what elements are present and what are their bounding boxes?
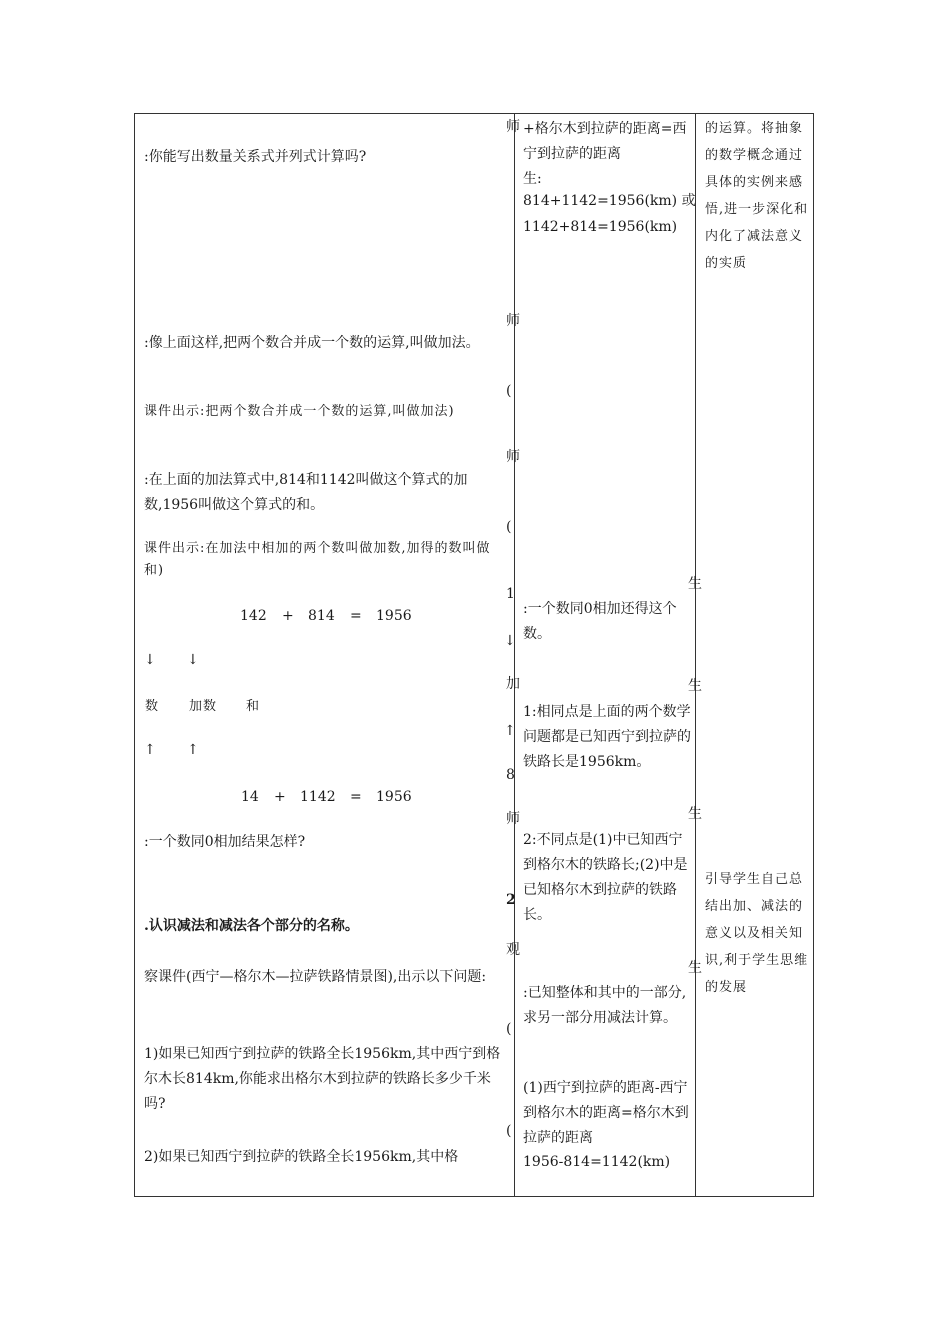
answer-difference: 2:不同点是(1)中已知西宁到格尔木的铁路长;(2)中是已知格尔木到拉萨的铁路长。 bbox=[523, 832, 688, 923]
question-2: 2)如果已知西宁到拉萨的铁路全长1956km,其中格 bbox=[144, 1149, 459, 1165]
column-divider bbox=[695, 113, 696, 1197]
equation-term: 1956 bbox=[376, 608, 412, 624]
equation-operator: = bbox=[350, 608, 362, 624]
margin-student: 生 bbox=[688, 806, 702, 822]
observe-courseware: 察课件(西宁—格尔木—拉萨铁路情景图),出示以下问题: bbox=[144, 969, 487, 985]
courseware-addition: 课件出示:把两个数合并成一个数的运算,叫做加法) bbox=[144, 404, 455, 419]
margin-paren: ( bbox=[506, 519, 512, 535]
equation-operator: = bbox=[350, 789, 362, 805]
equation-operator: + bbox=[274, 789, 286, 805]
margin-teacher: 师 bbox=[506, 811, 520, 827]
margin-add: 加 bbox=[506, 676, 520, 692]
equation-term: 814 bbox=[308, 608, 335, 624]
student-label: 生: bbox=[523, 171, 542, 187]
calc-addition-1: 814+1142=1956(km) 或 bbox=[523, 193, 696, 209]
margin-eight: 8 bbox=[506, 767, 515, 783]
margin-student: 生 bbox=[688, 960, 702, 976]
margin-paren: ( bbox=[506, 1021, 512, 1037]
margin-teacher: 师 bbox=[506, 119, 520, 135]
relation-addition: +格尔木到拉萨的距离=西宁到拉萨的距离 bbox=[523, 121, 687, 162]
column-divider bbox=[514, 113, 515, 1197]
courseware-addend-names: 课件出示:在加法中相加的两个数叫做加数,加得的数叫做和) bbox=[144, 541, 491, 578]
subtraction-calc: 1956-814=1142(km) bbox=[523, 1154, 671, 1170]
answer-similarity: 1:相同点是上面的两个数学问题都是已知西宁到拉萨的铁路长是1956km。 bbox=[523, 704, 691, 770]
design-note-2: 引导学生自己总结出加、减法的意义以及相关知识,利于学生思维的发展 bbox=[705, 872, 809, 995]
section-heading-subtraction: .认识减法和减法各个部分的名称。 bbox=[144, 918, 359, 934]
addend-sum-explanation: :在上面的加法算式中,814和1142叫做这个算式的加数,1956叫做这个算式的和。 bbox=[144, 472, 468, 513]
question-add-zero: :一个数同0相加结果怎样? bbox=[144, 834, 306, 850]
arrow-up-icon: ↑ bbox=[144, 742, 156, 758]
subtraction-relation: (1)西宁到拉萨的距离-西宁到格尔木的距离=格尔木到拉萨的距离 bbox=[523, 1080, 689, 1146]
arrow-down-icon: ↓ bbox=[187, 652, 199, 668]
arrow-down-icon: ↓ bbox=[144, 652, 156, 668]
arrow-up-icon: ↑ bbox=[187, 742, 199, 758]
answer-add-zero: :一个数同0相加还得这个数。 bbox=[523, 601, 677, 642]
margin-observe: 观 bbox=[506, 942, 520, 958]
arrow-down-icon: ↓ bbox=[504, 633, 516, 649]
teacher-question-write: :你能写出数量关系式并列式计算吗? bbox=[144, 149, 367, 165]
margin-two: 2 bbox=[506, 892, 516, 908]
margin-student: 生 bbox=[688, 678, 702, 694]
margin-teacher: 师 bbox=[506, 449, 520, 465]
addition-definition: :像上面这样,把两个数合并成一个数的运算,叫做加法。 bbox=[144, 335, 480, 351]
calc-addition-2: 1142+814=1956(km) bbox=[523, 219, 678, 235]
margin-one: 1 bbox=[506, 586, 515, 602]
equation-term: 1142 bbox=[300, 789, 336, 805]
design-note-1: 的运算。将抽象的数学概念通过具体的实例来感悟,进一步深化和内化了减法意义的实质 bbox=[705, 121, 809, 271]
equation-operator: + bbox=[282, 608, 294, 624]
label-sum: 和 bbox=[246, 699, 261, 714]
equation-term: 142 bbox=[240, 608, 267, 624]
margin-teacher: 师 bbox=[506, 313, 520, 329]
subtraction-rule: :已知整体和其中的一部分,求另一部分用减法计算。 bbox=[523, 985, 687, 1026]
equation-term: 1956 bbox=[376, 789, 412, 805]
arrow-up-icon: ↑ bbox=[504, 723, 516, 739]
label-addend: 加数 bbox=[189, 699, 218, 714]
question-1: 1)如果已知西宁到拉萨的铁路全长1956km,其中西宁到格尔木长814km,你能求出格尔木到拉萨的铁路长多少千米吗? bbox=[144, 1046, 501, 1112]
margin-student: 生 bbox=[688, 576, 702, 592]
equation-term: 14 bbox=[241, 789, 259, 805]
label-number: 数 bbox=[145, 699, 160, 714]
margin-paren: ( bbox=[506, 1123, 512, 1139]
margin-paren: ( bbox=[506, 383, 512, 399]
